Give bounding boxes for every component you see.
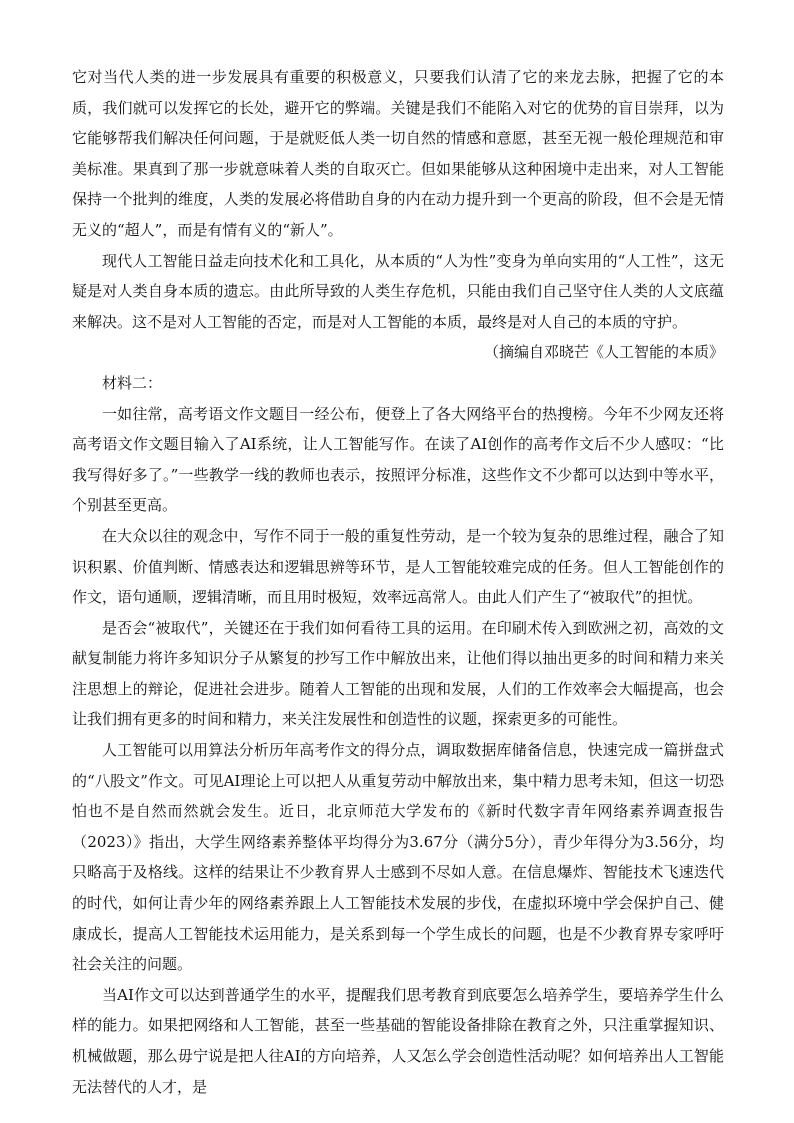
material1-source-citation: （摘编自邓晓芒《人工智能的本质》 xyxy=(483,343,724,362)
material1-paragraph-2: 现代人工智能日益走向技术化和工具化，从本质的“人为性”变身为单向实用的“人工性”，这无疑是对人类自身本质的遗忘。由此所导致的人类生存危机，只能由我们自己坚守住人类的人文底蕴来解决。这不是对人工智能的否定，而是对人工智能的本质，最终是对人自己的本质的守护。 xyxy=(72,251,724,331)
material2-paragraph-2: 在大众以往的观念中，写作不同于一般的重复性劳动，是一个较为复杂的思维过程，融合了知识积累、价值判断、情感表达和逻辑思辨等环节，是人工智能较难完成的任务。但人工智能创作的作文，语句通顺，逻辑清晰，而且用时极短，效率远高常人。由此人们产生了“被取代”的担忧。 xyxy=(72,526,724,607)
document-page xyxy=(72,62,724,1102)
material2-paragraph-4: 人工智能可以用算法分析历年高考作文的得分点，调取数据库储备信息，快速完成一篇拼盘式的“八股文”作文。可见AI理论上可以把人从重复劳动中解放出来，集中精力思考未知，但这一切恐怕也不是自然而然就会发生。近日，北京师范大学发布的《新时代数字青年网络素养调查报告（2023）》指出，大学生网络素养整体平均得分为3.67分（满分5分），青少年得分为3.56分，均只略高于及格线。这样的结果让不少教育界人士感到不尽如人意。在信息爆炸、智能技术飞速迭代的时代，如何让青少年的网络素养跟上人工智能技术发展的步伐，在虚拟环境中学会保护自己、健康成长，提高人工智能技术运用能力，是关系到每一个学生成长的问题，也是不少教育界专家呼吁社会关注的问题。 xyxy=(72,741,724,974)
material1-paragraph-1: 它对当代人类的进一步发展具有重要的积极意义，只要我们认清了它的来龙去脉，把握了它的本质，我们就可以发挥它的长处，避开它的弊端。关键是我们不能陷入对它的优势的盲目崇拜，以为它能够帮我们解决任何问题，于是就贬低人类一切自然的情感和意愿，甚至无视一般伦理规范和审美标准。果真到了那一步就意味着人类的自取灭亡。但如果能够从这种困境中走出来，对人工智能保持一个批判的维度，人类的发展必将借助自身的内在动力提升到一个更高的阶段，但不会是无情无义的“超人”，而是有情有义的“新人”。 xyxy=(72,68,724,239)
material2-paragraph-5: 当AI作文可以达到普通学生的水平，提醒我们思考教育到底要怎么培养学生，要培养学生什么样的能力。如果把网络和人工智能，甚至一些基础的智能设备排除在教育之外，只注重掌握知识、机械做题，那么毋宁说是把人往AI的方向培养，人又怎么学会创造性活动呢？如何培养出人工智能无法替代的人才，是 xyxy=(72,985,724,1096)
material2-paragraph-1: 一如往常，高考语文作文题目一经公布，便登上了各大网络平台的热搜榜。今年不少网友还将高考语文作文题目输入了AI系统，让人工智能写作。在读了AI创作的高考作文后不少人感叹：“比我写得好多了。”一些教学一线的教师也表示，按照评分标准，这些作文不少都可以达到中等水平，个别甚至更高。 xyxy=(72,404,724,515)
material2-paragraph-3: 是否会“被取代”，关键还在于我们如何看待工具的运用。在印刷术传入到欧洲之初，高效的文献复制能力将许多知识分子从繁复的抄写工作中解放出来，让他们得以抽出更多的时间和精力来关注思想上的辩论，促进社会进步。随着人工智能的出现和发展，人们的工作效率会大幅提高，也会让我们拥有更多的时间和精力，来关注发展性和创造性的议题，探索更多的可能性。 xyxy=(72,618,724,729)
material2-heading: 材料二： xyxy=(102,373,163,392)
